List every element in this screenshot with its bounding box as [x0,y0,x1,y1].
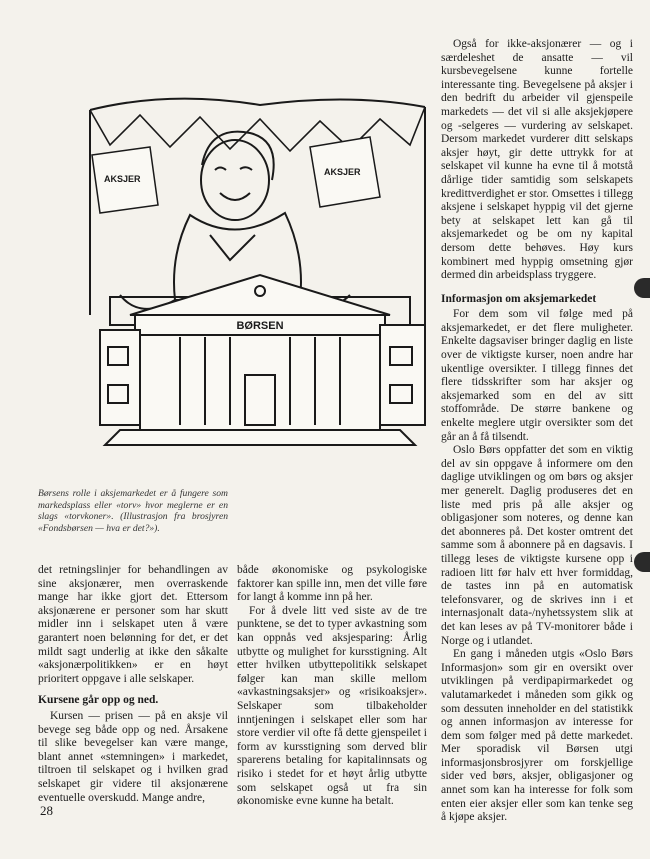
building-label: BØRSEN [236,320,284,332]
borsen-cartoon-illustration [80,85,440,485]
right-paragraph-4: En gang i måneden utgis «Oslo Børs Informasjon» som gir en oversikt over utviklingen på verdipapirmarkedet og valutamarkedet i måneden som gikk og som dessuten inneholder en del statistikk og annen informasjon av interesse for dem som følger med på dette markedet. Mer sporadisk vil Børsen utgi informasjonsbrosjyrer om forskjellige sider ved børs, aksjer, obligasjoner og annet som kan ha interesse for folk som enten eier aksjer eller som kan tenke seg å kjøpe aksjer. [441,648,633,824]
middle-column [237,564,427,809]
right-paragraph-3: Oslo Børs oppfatter det som en viktig del av sin oppgave å informere om den daglige utviklingen og om børs og aksjer mer generelt. Daglig produseres det en liste med pris på alle aksjer og obligasjoner som noteres, og denne kan det abonneres på. Det koster omtrent det samme som å abonnere på en dagsavis. I tillegg leses de viktigste kursene opp i radioen litt før halv ett hver formiddag, de tastes inn på en automatisk telefonsvarer, og de skrives inn i et internasjonalt data-/nyhetssystem slik at det kan leses av på TV-monitorer både i Norge og i utlandet. [441,444,633,647]
sign-left-text: AKSJER [104,174,141,184]
right-column [441,38,633,825]
binding-mark-top [634,278,650,298]
right-paragraph-1: Også for ikke-aksjonærer — og i særdeleshet de ansatte — vil kursbevegelsene kunne fortelle interessante ting. Bevegelsene på aksjer i den bedrift du arbeider vil gjenspeile markedets — det vil si alle aksjekjøpere og -selgeres — vurdering av selskapet. Dersom markedet vurderer ditt selskaps aksjer høyt, gir dette uttrykk for at selskapet vil kunne ha evne til å motstå dårlige tider samtidig som selskapets kredittverdighet er stor. Omsettes i tillegg aksjene i selskapet hyppig vil det gjerne bety at selskapet lett kan gå til aksjemarkedet og be om ny kapital dersom dette behøves. Høy kurs kombinert med hyppig omsetning gjør dermed din arbeidsplass tryggere. [441,38,633,282]
left-heading: Kursene går opp og ned. [38,694,159,707]
left-column [38,564,228,805]
binding-mark-bottom [634,552,650,572]
middle-paragraph-1: både økonomiske og psykologiske faktorer kan spille inn, men det ville føre for langt å komme inn på her. [237,564,427,604]
left-paragraph-2: Kursen — prisen — på en aksje vil bevege seg både opp og ned. Årsakene til slike bevegelser kan være mange, blant annet «stemningen» i markedet, tiltroen til selskapet og i hvilken grad selskapet gir videre til aksjonærene eventuelle overskudd. Mange andre, [38,709,228,804]
sign-right-text: AKSJER [324,167,361,177]
page-number: 28 [40,803,53,818]
left-paragraph-1: det retningslinjer for behandlingen av sine aksjonærer, men overraskende mange har ikke gjort det. Ettersom aksjonærene er personer som har skutt midler inn i selskapet uten å være garantert noen belønning for det, er det mildt sagt underlig at ikke den såkalte «aksjonærpolitikken» er en høyt prioritert oppgave i alle selskaper. [38,564,228,685]
illustration-caption: Børsens rolle i aksjemarkedet er å fungere som markedsplass eller «torv» hvor meglerne er en slags «torvkoner». (Illustrasjon fra brosjyren «Fondsbørsen — hva er det?»). [38,488,228,534]
right-paragraph-2: For dem som vil følge med på aksjemarkedet, er det flere muligheter. Enkelte dagsaviser bringer daglig en liste over de viktigste kurser, noen andre har ukentlige oversikter. I tillegg finnes det flere tidsskrifter som har aksjer og aksjemarked som en del av sitt stoffområde. De større bankene og enkelte meglere utgir oversikter som det går an å få tilsendt. [441,308,633,443]
middle-paragraph-2: For å dvele litt ved siste av de tre punktene, se det to typer avkastning som kan oppnås ved aksjesparing: Årlig utbytte og mulighet for kursstigning. Alt etter hvilken utbyttepolitikk selskapet følger kan man skille mellom «avkastningsaksjer» og «risikoaksjer». Selskaper som tilbakeholder inntjeningen i selskapet eller som har store verdier vil ofte få dette gjenspeilet i form av kursstigning som derved blir sparerens betaling for kapitalinnsats og risiko i stedet for et høyt årlig utbytte som selskapet også ut fra sin økonomiske evne kunne ha betalt. [237,604,427,808]
right-heading: Informasjon om aksjemarkedet [441,292,597,305]
